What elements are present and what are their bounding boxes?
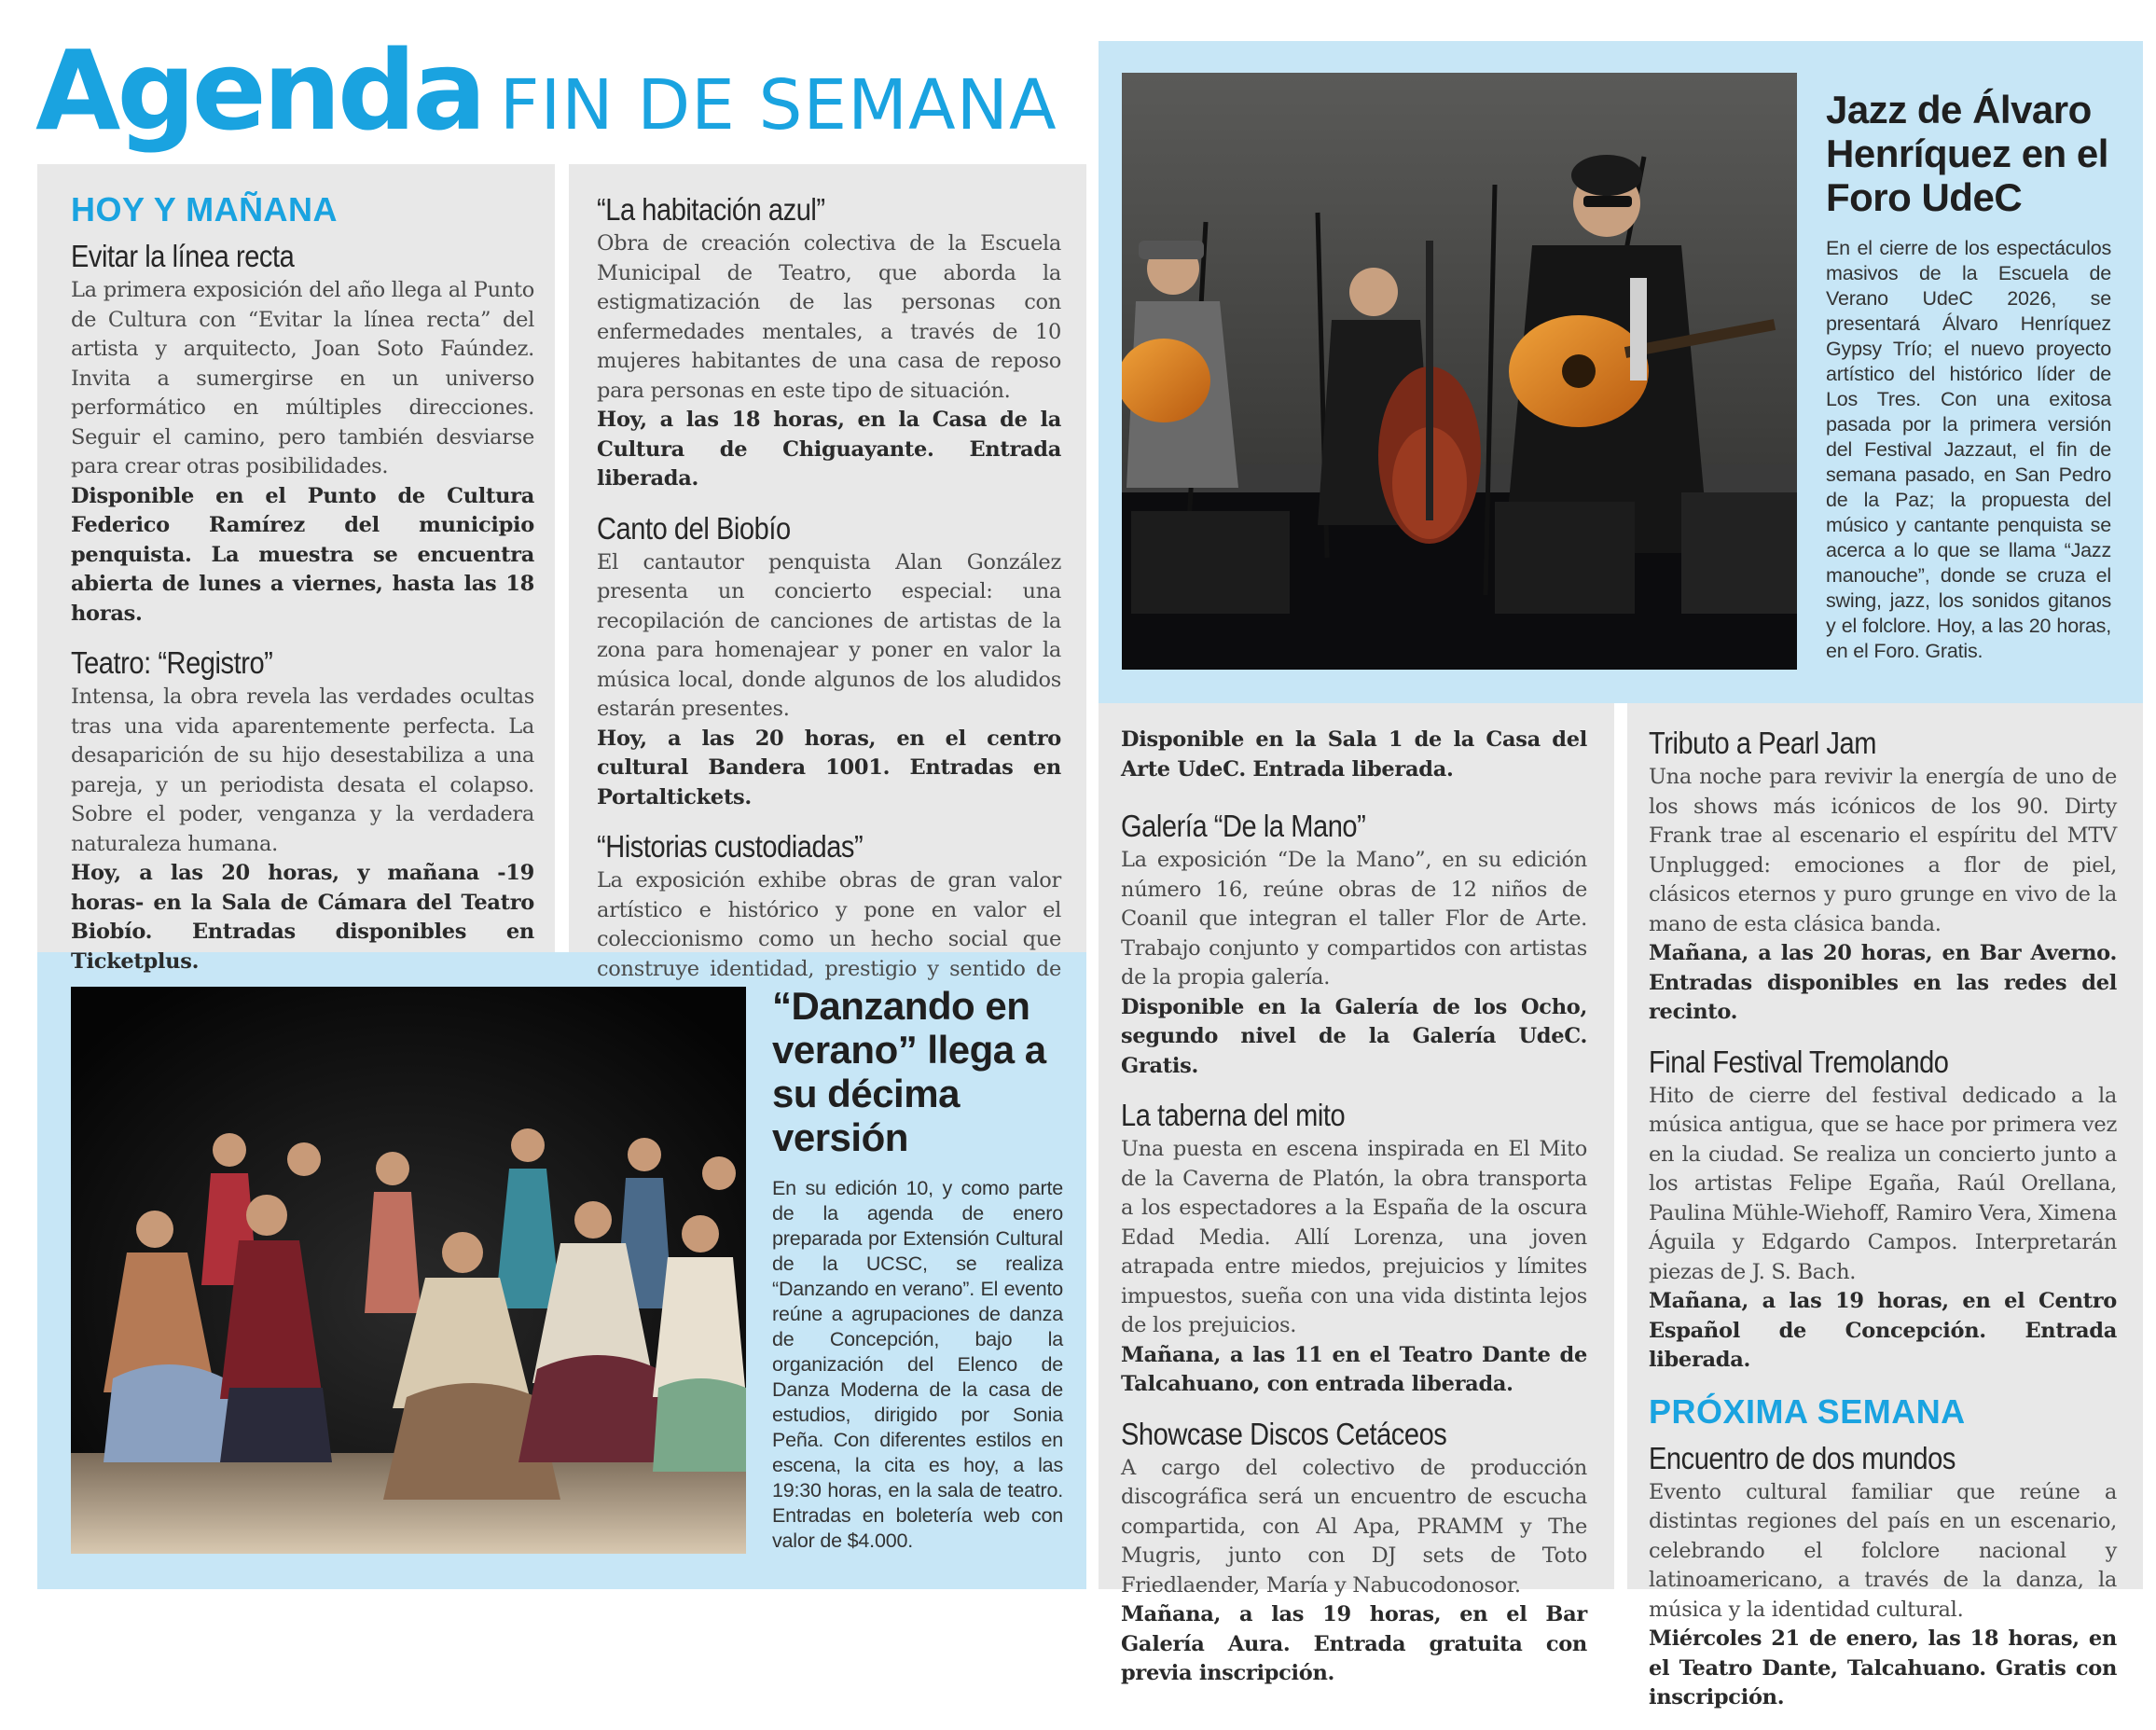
event-body: Evento cultural familiar que reúne a distintas regiones del país en un escenario, celebrando el folclore nacional y latinoamericano, a través de la danza, la música y la identidad cultural. bbox=[1649, 1479, 2117, 1622]
event-evitar-linea-recta bbox=[71, 239, 534, 629]
event-title: Teatro: “Registro” bbox=[71, 645, 273, 680]
section-proxima-semana: PRÓXIMA SEMANA bbox=[1649, 1391, 1966, 1431]
event-info: Hoy, a las 18 horas, en la Casa de la Cultura de Chiguayante. Entrada liberada. bbox=[597, 408, 1061, 491]
event-title: La taberna del mito bbox=[1121, 1098, 1346, 1132]
event-taberna-del-mito bbox=[1121, 1098, 1587, 1400]
event-body: Una puesta en escena inspirada en El Mito de la Caverna de Platón, la obra transporta a los espectadores a la España de la oscura Edad Media. Allí Lorenza, una joven atrapada entre miedos, prejuicios y límites impuestos, sueña con una vida distinta lejos de los prejuicios. bbox=[1121, 1137, 1587, 1337]
event-body: La exposición exhibe obras de gran valor artístico e histórico y pone en valor el coleccionismo como un hecho social que construye identidad, prestigio y sentido de bbox=[597, 868, 1061, 981]
dancers-photo-image bbox=[71, 987, 746, 1554]
event-title: Encuentro de dos mundos bbox=[1649, 1440, 1956, 1475]
danza-body: En su edición 10, y como parte de la agenda de enero preparada por Extensión Cultural de la UCSC, se realiza “Danzando en verano”. El evento reúne a agrupaciones de danza de Concepción, bajo la organización del Elenco de Danza Moderna de la casa de estudios, dirigido por Sonia Peña. Con diferentes estilos en escena, la cita es hoy, a las 19:30 horas, en la sala de teatro. Entradas en boletería web con valor de $4.000. bbox=[772, 1177, 1063, 1552]
masthead bbox=[35, 26, 1057, 166]
event-body: La primera exposición del año llega al Punto de Cultura con “Evitar la línea recta” del artista y arquitecto, Joan Soto Faúndez. Invita a sumergirse en un universo performático en múltiples direcciones. Seguir el camino, pero también desviarse para crear otras posibilidades. bbox=[71, 278, 534, 478]
event-info: Disponible en el Punto de Cultura Federico Ramírez del municipio penquista. La muestra se encuentra abierta de lunes a viernes, hasta las 18 horas. bbox=[71, 483, 534, 626]
jazz-concert-photo-image bbox=[1122, 73, 1797, 670]
event-info: Hoy, a las 20 horas, y mañana -19 horas- en la Sala de Cámara del Teatro Biobío. Entradas disponibles en Ticketplus. bbox=[71, 861, 534, 974]
event-body: El cantautor penquista Alan González presenta un concierto especial: una recopilación de canciones de artistas de la zona para homenajear y poner en valor la música local, donde algunos de los aludidos estarán presentes. bbox=[597, 549, 1061, 721]
event-title: Final Festival Tremolando bbox=[1649, 1044, 1949, 1079]
column-3 bbox=[1121, 726, 1587, 1706]
event-body: Obra de creación colectiva de la Escuela Municipal de Teatro, que aborda la estigmatización de las personas con enfermedades mentales, a través de 10 mujeres habitantes de una casa de reposo para personas en este tipo de situación. bbox=[597, 231, 1061, 403]
event-info: Mañana, a las 20 horas, en Bar Averno. Entradas disponibles en las redes del recinto. bbox=[1649, 941, 2117, 1024]
event-final-festival-tremolando bbox=[1649, 1045, 2117, 1376]
event-info: Mañana, a las 11 en el Teatro Dante de Talcahuano, con entrada liberada. bbox=[1121, 1342, 1587, 1396]
event-habitacion-azul bbox=[597, 192, 1061, 494]
event-title: Canto del Biobío bbox=[597, 510, 791, 546]
event-title: “La habitación azul” bbox=[597, 192, 825, 227]
event-info: Mañana, a las 19 horas, en el Bar Galería Aura. Entrada gratuita con previa inscripción. bbox=[1121, 1602, 1587, 1685]
event-body: Intensa, la obra revela las verdades ocultas tras una vida aparentemente perfecta. La desaparición de su hijo desestabiliza a una pareja, y un periodista desata el colapso. Sobre el poder, venganza y la verdadera naturaleza humana. bbox=[71, 685, 534, 856]
column-2 bbox=[597, 192, 1061, 1031]
event-body: A cargo del colectivo de producción discográfica será un encuentro de escucha compartida, con Al Apa, PRAMM y The Mugris, junto con DJ sets de Toto Friedlaender, María y Nabucodonosor. bbox=[1121, 1455, 1587, 1598]
event-tributo-pearl-jam bbox=[1649, 726, 2117, 1028]
event-body: La exposición “De la Mano”, en su edición número 16, reúne obras de 12 niños de Coanil que integran el taller Flor de Arte. Trabajo conjunto y compartidos con artistas de la propia galería. bbox=[1121, 848, 1587, 990]
column-hoy-manana bbox=[71, 190, 534, 993]
jazz-title: Jazz de Álvaro Henríquez en el Foro UdeC bbox=[1826, 88, 2108, 219]
event-title: Tributo a Pearl Jam bbox=[1649, 726, 1876, 760]
masthead-title: Agenda bbox=[35, 26, 483, 155]
event-continuation bbox=[1121, 726, 1587, 784]
danza-text bbox=[772, 984, 1063, 1554]
event-info: Hoy, a las 20 horas, en el centro cultural Bandera 1001. Entradas en Portaltickets. bbox=[597, 726, 1061, 810]
event-title: “Historias custodiadas” bbox=[597, 829, 864, 864]
event-info: Mañana, a las 19 horas, en el Centro Español de Concepción. Entrada liberada. bbox=[1649, 1289, 2117, 1372]
event-body: Hito de cierre del festival dedicado a la música antigua, que se hace por primera vez en la ciudad. Se realiza un concierto junto a los artistas Felipe Egaña, Raúl Orellana, Paulina Mühle-Wiehoff, Ramiro Vera, Ximena Águila y Edgardo Campos. Interpretarán piezas de J. S. Bach. bbox=[1649, 1083, 2117, 1284]
jazz-body: En el cierre de los espectáculos masivos de la Escuela de Verano UdeC 2026, se presentará Álvaro Henríquez Gypsy Trío; el nuevo proyecto artístico del histórico líder de Los Tres. Con una exitosa pasada por la primera versión del Festival Jazzaut, el fin de semana pasado, en San Pedro de la Paz; la propuesta del músico y cantante penquista se acerca a lo que se llama “Jazz manouche”, donde se cruza el swing, jazz, los sonidos gitanos y el folclore. Hoy, a las 20 horas, en el Foro. Gratis. bbox=[1826, 237, 2111, 662]
event-info: Disponible en la Galería de los Ocho, segundo nivel de la Galería UdeC. Gratis. bbox=[1121, 994, 1587, 1078]
danza-photo bbox=[71, 987, 746, 1554]
danza-title: “Danzando en verano” llega a su décima versión bbox=[772, 984, 1046, 1159]
masthead-subtitle: FIN DE SEMANA bbox=[499, 65, 1057, 145]
jazz-photo bbox=[1122, 73, 1797, 670]
event-teatro-registro bbox=[71, 645, 534, 976]
event-info: Miércoles 21 de enero, las 18 horas, en el Teatro Dante, Talcahuano. Gratis con inscripción. bbox=[1649, 1626, 2117, 1709]
event-title: Evitar la línea recta bbox=[71, 239, 295, 273]
event-encuentro-dos-mundos bbox=[1649, 1441, 2117, 1713]
event-info: Disponible en la Sala 1 de la Casa del Arte UdeC. Entrada liberada. bbox=[1121, 727, 1587, 782]
event-title: Galería “De la Mano” bbox=[1121, 809, 1366, 843]
event-galeria-de-la-mano bbox=[1121, 809, 1587, 1081]
column-4 bbox=[1649, 726, 2117, 1730]
event-title: Showcase Discos Cetáceos bbox=[1121, 1416, 1447, 1451]
event-body: Una noche para revivir la energía de uno de los shows más icónicos de los 90. Dirty Frank trae al escenario el espíritu del MTV Unplugged: emociones a flor de piel, clásicos eternos y puro grunge en vivo de la mano de esta clásica banda. bbox=[1649, 765, 2117, 936]
event-showcase-discos-cetaceos bbox=[1121, 1417, 1587, 1689]
jazz-text bbox=[1826, 88, 2111, 664]
event-canto-biobio bbox=[597, 511, 1061, 813]
section-hoy-manana: HOY Y MAÑANA bbox=[71, 190, 339, 228]
